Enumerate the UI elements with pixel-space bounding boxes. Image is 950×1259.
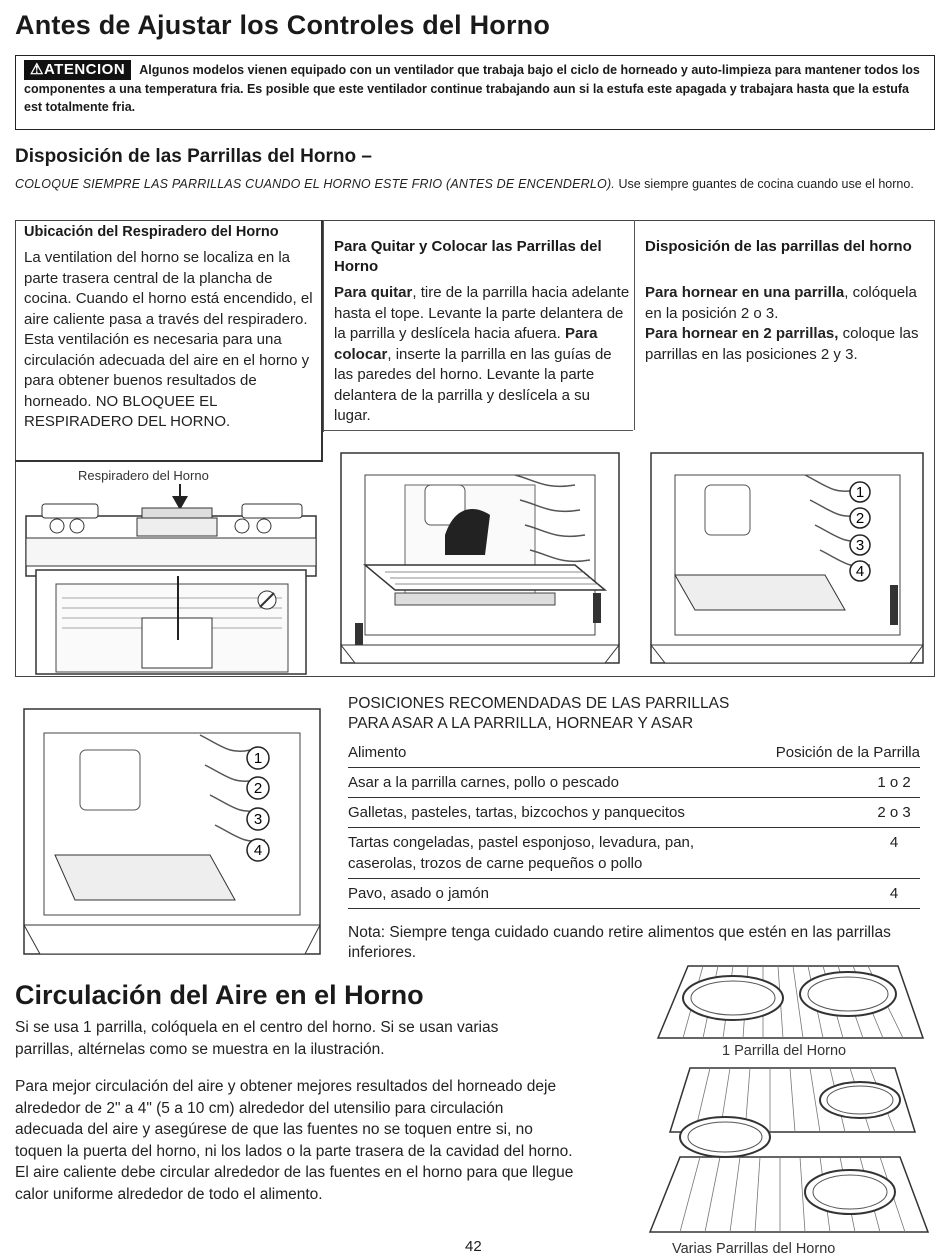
rack-number-4: 4 [855,563,865,580]
position-text-2: coloque las parrillas en las posiciones 2 y 3. [645,325,919,363]
remove-heading: Para Quitar y Colocar las Parrillas del Horno [334,238,602,275]
warning-icon: ⚠ [30,61,44,78]
table-cell-position: 1 o 2 [748,768,920,798]
remove-bold-1: Para quitar [334,284,413,301]
table-cell-food: Pavo, asado o jamón [348,879,748,909]
multiple-racks-illustration [640,1062,935,1242]
table-cell-position: 2 o 3 [748,798,920,828]
warning-badge-label: ATENCION [43,61,126,78]
remove-text-2: , inserte la parrilla en las guías de las paredes del horno. Levante la parte delantera de la parrilla y deslícela a su lugar. [334,345,612,424]
vent-text: La ventilation del horno se localiza en la parte trasera central de la plancha de cocina. Cuando el horno está encendido, el aire caliente pasa a través del respiradero. Esta ventilación es necesaria para una circulación adecuada del aire en el horno y para obtener buenos resultados de horneado. NO BLOQUEE EL RESPIRADERO DEL HORNO. [24,249,313,430]
table-row [348,798,920,828]
page-title: Antes de Ajustar los Controles del Horno [15,10,551,40]
vent-heading: Ubicación del Respiradero del Horno [24,224,279,240]
rack-number-1: 1 [855,484,865,501]
section-note [15,175,935,193]
warning-box [15,55,935,130]
rack-position-table [348,738,920,909]
remove-text [334,283,630,427]
note-rest: Use siempre guantes de cocina cuando use el horno. [618,177,914,191]
note-italic: COLOQUE SIEMPRE LAS PARRILLAS CUANDO EL HORNO ESTE FRIO (ANTES DE ENCENDERLO). [15,177,615,191]
remove-text-1: , tire de la parrilla hacia adelante hasta el tope. Levante la parte delantera de la parrilla y deslícela hacia afuera. [334,284,630,342]
table-cell-food: Tartas congeladas, pastel esponjoso, levadura, pan, caserolas, trozos de carne pequeños o pollo [348,828,748,879]
circulation-paragraph-2: Para mejor circulación del aire y obtener mejores resultados del horneado deje alrededor de 2" a 4" (5 a 10 cm) alrededor del utensilio para circulación adecuada del aire y asegúrese de que las fuentes no se toquen entre si, no toquen la puerta del horno, ni los lados o la parte trasera de la cavidad del horno. El aire caliente debe circular alrededor de las fuentes en el horno para que llegue calor uniforme alrededor de todo el alimento. [15,1078,574,1203]
stove-illustration [22,480,320,676]
table-cell-food: Asar a la parrilla carnes, pollo o pescado [348,768,748,798]
multiple-racks-caption: Varias Parrillas del Horno [672,1241,836,1257]
warning-text: Algunos modelos vienen equipado con un ventilador que trabaja bajo el ciclo de horneado y auto-limpieza para mantener todos los componentes a una temperatura fria. Es posible que este ventilador continue trabajando aun si la estufa este apagada y trabajara hasta que la estufa est totalmente fria. [24,63,920,114]
table-title-line-2: PARA ASAR A LA PARRILLA, HORNEAR Y ASAR [348,715,694,732]
table-row [348,879,920,909]
warning-badge [24,60,131,80]
table-cell-position: 4 [748,828,920,879]
column-divider-2 [634,220,635,430]
position-heading: Disposición de las parrillas del horno [645,238,912,255]
position-text-1: , colóquela en la posición 2 o 3. [645,284,917,322]
table-rack-number-3: 3 [253,811,263,828]
table-rack-number-2: 2 [253,780,263,797]
position-text [645,283,930,365]
oven-remove-rack-illustration [335,445,625,673]
remove-bold-2: Para colocar [334,325,598,363]
table-title [348,694,729,734]
page-number: 42 [465,1238,482,1255]
position-bold-2: Para hornear en 2 parrillas, [645,325,839,342]
table-rack-number-1: 1 [253,750,263,767]
table-note: Nota: Siempre tenga cuidado cuando retire alimentos que estén en las parrillas inferiores. [348,924,891,961]
table-cell-food: Galletas, pasteles, tartas, bizcochos y panquecitos [348,798,748,828]
one-rack-caption: 1 Parrilla del Horno [722,1043,847,1059]
oven-rack-positions-illustration [645,445,930,673]
circulation-paragraph-1: Si se usa 1 parrilla, colóquela en el centro del horno. Si se usan varias parrillas, altérnelas como se muestra en la ilustración. [15,1019,499,1058]
table-row [348,828,920,879]
table-title-line-1: POSICIONES RECOMENDADAS DE LAS PARRILLAS [348,695,730,712]
rack-number-3: 3 [855,537,865,554]
oven-table-illustration [20,705,325,960]
table-cell-position: 4 [748,879,920,909]
table-header-food: Alimento [348,738,748,768]
vent-caption: Respiradero del Horno [78,468,209,483]
one-rack-illustration [648,958,928,1046]
rack-number-2: 2 [855,510,865,527]
table-header-row [348,738,920,768]
remove-divider [323,430,633,431]
column-divider [323,220,324,432]
table-row [348,768,920,798]
circulation-heading: Circulación del Aire en el Horno [15,980,424,1010]
position-bold-1: Para hornear en una parrilla [645,284,845,301]
table-rack-number-4: 4 [253,842,263,859]
section-heading: Disposición de las Parrillas del Horno – [15,146,372,167]
table-header-position: Posición de la Parrilla [748,738,920,768]
